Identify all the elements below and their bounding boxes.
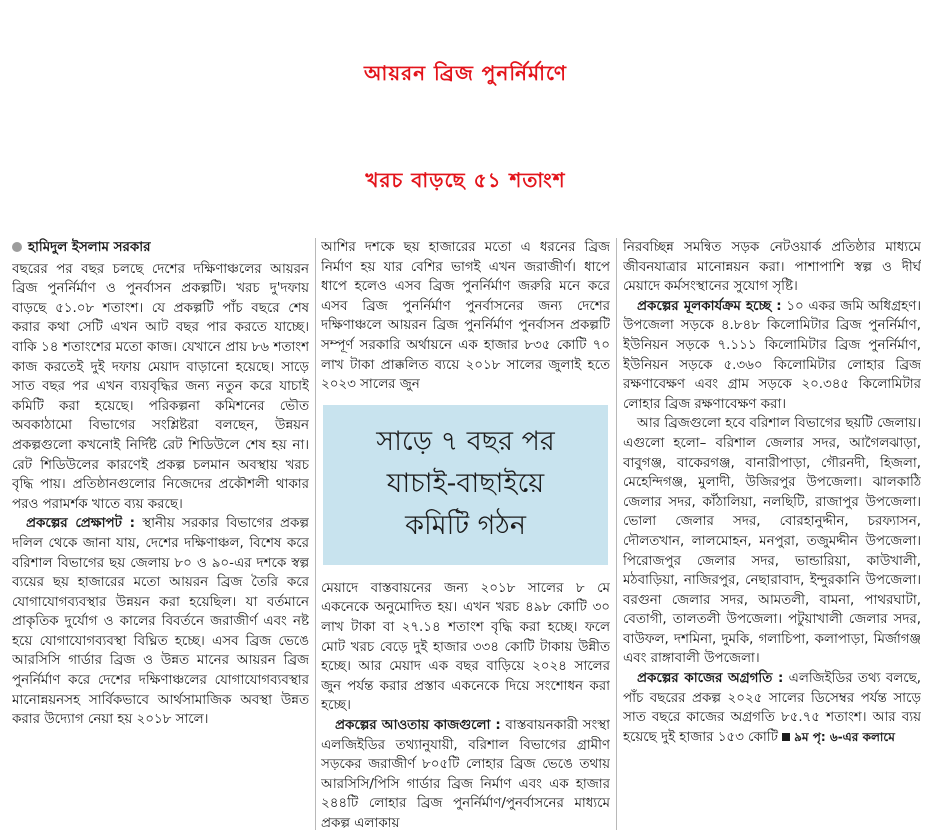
continued-note [782,730,895,744]
paragraph: বছরের পর বছর চলছে দেশের দক্ষিণাঞ্চলের আয়রন ব্রিজ পুনর্নির্মাণ ও পুনর্বাসন প্রকল্পটি। খরচ দু'দফায় বাড়ছে ৫১.০৮ শতাংশ। যে প্রকল্পটি পাঁচ বছরে শেষ করার কথা সেটি এখন আট বছর পার করতে যাচ্ছে। বাকি ১৪ শতাংশের মতো কাজ। যেখানে প্রায় ৮৬ শতাংশ কাজ করতেই দুই দফায় মেয়াদ বাড়ানো হয়েছে। সাড়ে সাত বছর পর এখন ব্যয়বৃদ্ধির জন্য নতুন করে যাচাই কমিটি করা হয়েছে। পরিকল্পনা কমিশনের ভৌত অবকাঠামো বিভাগের সংশ্লিষ্টরা বলছেন, উন্নয়ন প্রকল্পগুলো কখনোই নির্দিষ্ট রেট শিডিউলে শেষ হয় না। রেট শিডিউলের কারণেই প্রকল্প চলমান অবস্থায় খরচ বৃদ্ধি পায়। প্রতিষ্ঠানগুলোর নিজেদের প্রকৌশলী থাকার পরও পরামর্শক খাতে ব্যয় করছে। [12,261,309,512]
pull-quote [323,405,608,565]
paragraph [12,514,309,730]
article-column-1 [12,238,309,830]
article-column-3 [623,238,921,830]
subheading: প্রকল্পের মূলকার্যক্রম হচ্ছে : [637,298,782,314]
subheading: প্রকল্পের আওতায় কাজগুলো : [335,717,501,733]
paragraph [623,297,921,415]
byline [12,238,309,258]
headline-line-1: আয়রন ব্রিজ পুনর্নির্মাণে [363,61,568,85]
paragraph: মেয়াদে বাস্তবায়নের জন্য ২০১৮ সালের ৮ মে একনেকে অনুমোদিত হয়। এখন খরচ ৪৯৮ কোটি ৩০ লাখ টাকা বা ২৭.১৪ শতাংশ বৃদ্ধি করা হচ্ছে। ফলে মোট খরচ বেড়ে দুই হাজার ৩৩৪ কোটি টাকায় উন্নীত হচ্ছে। আর মেয়াদ এক বছর বাড়িয়ে ২০২৪ সালের জুন পর্যন্ত করার প্রস্তাব একনেকে দিয়ে সংশোধন করা হচ্ছে। [321,580,610,714]
article-column-2 [321,238,610,830]
pull-quote-line: যাচাই-বাছাইয়ে [386,467,545,499]
paragraph [623,669,921,747]
paragraph [321,716,610,830]
column-divider [616,238,617,830]
column-divider [315,238,316,830]
continued-label: ৯ম পৃ: ৬-এর কলামে [794,729,895,744]
byline-author: হামিদুল ইসলাম সরকার [28,240,151,255]
paragraph-text: স্থানীয় সরকার বিভাগের প্রকল্প দলিল থেকে জানা যায়, দেশের দক্ষিণাঞ্চল, বিশেষ করে বরিশাল বিভাগের ছয় জেলায় ৮০ ও ৯০-এর দশকে স্বল্প ব্যয়ের ছয় হাজারের মতো আয়রন ব্রিজ তৈরি করে যোগাযোগব্যবস্থার উন্নয়ন করা হয়েছিল। যা বর্তমানে প্রাকৃতিক দুর্যোগ ও কালের বিবর্তনে জরাজীর্ণ এবং নষ্ট হয়ে যোগাযোগব্যবস্থা বিঘ্নিত হচ্ছে। এসব ব্রিজ ভেঙে আরসিসি গার্ডার ব্রিজ ও উন্নত মানের আয়রন ব্রিজ পুনর্নির্মাণ করে দেশের দক্ষিণাঞ্চলের যোগাযোগব্যবস্থার মানোন্নয়নসহ সার্বিকভাবে আর্থসামাজিক অবস্থা উন্নত করার উদ্যোগ নেয়া হয় ২০১৮ সালে। [12,516,309,728]
square-bullet-icon [782,733,790,741]
headline-line-2: খরচ বাড়ছে ৫১ শতাংশ [365,168,566,192]
subheading: প্রকল্পের প্রেক্ষাপট : [26,516,135,532]
paragraph: নিরবচ্ছিন্ন সমন্বিত সড়ক নেটওয়ার্ক প্রতিষ্ঠার মাধ্যমে জীবনযাত্রার মানোন্নয়ন করা। পাশাপাশি স্বল্প ও দীর্ঘ মেয়াদে কর্মসংস্থানের সুযোগ সৃষ্টি। [623,240,921,295]
bullet-icon [12,242,22,252]
paragraph: আশির দশকে ছয় হাজারের মতো এ ধরনের ব্রিজ নির্মাণ হয় যার বেশির ভাগই এখন জরাজীর্ণ। ধাপে ধাপে হলেও এসব ব্রিজ পুনর্নির্মাণ জরুরি মনে করে এসব ব্রিজ পুনর্নির্মাণ পুনর্বাসনের জন্য দেশের দক্ষিণাঞ্চলে আয়রন ব্রিজ পুনর্নির্মাণ পুনর্বাসন প্রকল্পটি সম্পূর্ণ সরকারি অর্থায়নে এক হাজার ৮৩৫ কোটি ৭০ লাখ টাকা প্রাক্কলিত ব্যয়ে ২০১৮ সালের জুলাই হতে ২০২৩ সালের জুন [321,240,610,393]
subheading: প্রকল্পের কাজের অগ্রগতি : [637,671,784,687]
pull-quote-line: কমিটি গঠন [405,509,526,541]
paragraph: আর ব্রিজগুলো হবে বরিশাল বিভাগের ছয়টি জেলায়। এগুলো হলো– বরিশাল জেলার সদর, আগৈলঝাড়া, বাবুগঞ্জ, বাকেরগঞ্জ, বানারীপাড়া, গৌরনদী, হিজলা, মেহেন্দিগঞ্জ, মুলাদী, উজিরপুর উপজেলা। ঝালকাঠি জেলার সদর, কাঁঠালিয়া, নলছিটি, রাজাপুর উপজেলা। ভোলা জেলার সদর, বোরহানুদ্দীন, চরফ্যাসন, দৌলতখান, লালমোহন, মনপুরা, তজুমদ্দীন উপজেলা। পিরোজপুর জেলার সদর, ভান্ডারিয়া, কাউখালী, মঠবাড়িয়া, নাজিরপুর, নেছারাবাদ, ইন্দুরকানি উপজেলা। বরগুনা জেলার সদর, আমতলী, বামনা, পাথরঘাটা, বেতাগী, তালতলী উপজেলা। পটুয়াখালী জেলার সদর, বাউফল, দশমিনা, দুমকি, গলাচিপা, কলাপাড়া, মির্জাগঞ্জ এবং রাঙ্গাবালী উপজেলা। [623,416,921,667]
paragraph-text: বাস্তবায়নকারী সংস্থা এলজিইডির তথ্যানুযায়ী, বরিশাল বিভাগের গ্রামীণ সড়কের জরাজীর্ণ ৮০৫টি লোহার ব্রিজ ভেঙে তথায় আরসিসি/পিসি গার্ডার ব্রিজ নির্মাণ এবং এক হাজার ২৪৪টি লোহার ব্রিজ পুনর্নির্মাণ/পুনর্বাসনের মাধ্যমে প্রকল্প এলাকায় [321,717,610,830]
pull-quote-line: সাড়ে ৭ বছর পর [376,425,555,457]
paragraph-text: ১০ একর জমি অধিগ্রহণ। উপজেলা সড়কে ৪.৮৪৮ কিলোমিটার ব্রিজ পুনর্নির্মাণ, ইউনিয়ন সড়কে ৭.১১১ কিলোমিটার ব্রিজ পুনর্নির্মাণ, ইউনিয়ন সড়কে ৫.৩৬০ কিলোমিটার লোহার ব্রিজ রক্ষণাবেক্ষণ এবং গ্রাম সড়কে ২০.৩৪৫ কিলোমিটার লোহার ব্রিজ রক্ষণাবেক্ষণ করা। [623,298,921,412]
paragraph-text: এলজিইডির তথ্য বলছে, পাঁচ বছরের প্রকল্প ২০২৫ সালের ডিসেম্বর পর্যন্ত সাড়ে সাত বছরে কাজের অগ্রগতি ৮৫.৭৫ শতাংশ। আর ব্যয় হয়েছে দুই হাজার ১৫৩ কোটি [623,671,921,745]
